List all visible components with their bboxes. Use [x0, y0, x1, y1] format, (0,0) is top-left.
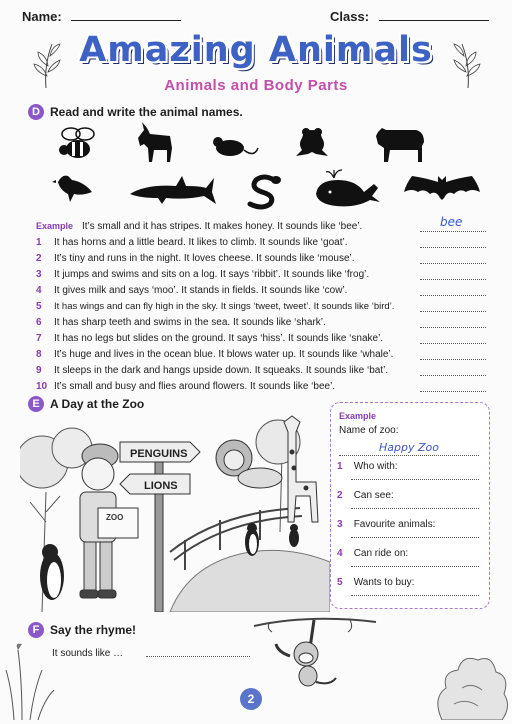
zoo-item-number: 5 — [337, 577, 343, 588]
name-line[interactable] — [71, 20, 181, 21]
section-f-title: Say the rhyme! — [50, 623, 137, 637]
section-f-badge: F — [28, 622, 44, 638]
name-label: Name: — [22, 9, 62, 24]
item-number: 3 — [36, 268, 42, 280]
zoo-map-text: ZOO — [106, 513, 124, 522]
zoo-name-field[interactable] — [339, 441, 479, 456]
answer-line[interactable] — [420, 269, 486, 280]
example-text: It’s small and it has stripes. It makes honey. It sounds like ‘bee’. — [82, 220, 363, 232]
penguin-icon — [289, 524, 299, 547]
item-number: 9 — [36, 364, 42, 376]
section-f-heading — [28, 622, 136, 638]
item-text: It’s small and busy and flies around flowers. It sounds like ‘bee’. — [54, 380, 336, 392]
can-see-field[interactable] — [351, 508, 479, 509]
item-text: It has no legs but slides on the ground. It says ‘hiss’. It sounds like ‘snake’. — [54, 332, 384, 344]
zoo-item-number: 2 — [337, 490, 343, 501]
answer-line[interactable] — [420, 333, 486, 344]
list-item — [36, 250, 486, 266]
answer-line[interactable] — [420, 365, 486, 376]
class-label: Class: — [330, 9, 370, 24]
mouse-icon — [208, 128, 260, 162]
monkey-icon — [250, 612, 380, 688]
wants-to-buy-field[interactable] — [351, 595, 479, 596]
item-number: 5 — [36, 300, 42, 312]
item-number: 1 — [36, 236, 42, 248]
page-title: Amazing Animals — [79, 30, 433, 70]
list-item — [36, 234, 486, 250]
cow-icon — [372, 122, 430, 164]
section-d-heading — [28, 104, 243, 120]
bat-icon — [402, 172, 482, 208]
zoo-item — [337, 490, 394, 501]
item-number: 8 — [36, 348, 42, 360]
zoo-item-number: 4 — [337, 548, 343, 559]
item-text: It has sharp teeth and swims in the sea. It sounds like ‘shark’. — [54, 316, 326, 328]
penguin-icon — [40, 544, 64, 600]
item-number: 7 — [36, 332, 42, 344]
item-text: It’s tiny and runs in the night. It loves cheese. It sounds like ‘mouse’. — [54, 252, 355, 264]
item-text: It’s huge and lives in the ocean blue. It blows water up. It sounds like ‘whale’. — [54, 348, 394, 360]
can-ride-on-field[interactable] — [351, 566, 479, 567]
list-item — [36, 346, 486, 362]
answer-line[interactable] — [420, 349, 486, 360]
example-answer-line[interactable] — [420, 214, 486, 232]
answer-line[interactable] — [420, 317, 486, 328]
list-item — [36, 362, 486, 378]
shark-icon — [126, 174, 216, 208]
example-label: Example — [36, 221, 74, 231]
zoo-item — [337, 577, 414, 588]
zoo-item-label: Wants to buy: — [353, 577, 415, 588]
zoo-illustration — [20, 412, 330, 612]
grass-icon — [4, 640, 64, 720]
example-row — [36, 214, 486, 234]
list-item — [36, 330, 486, 346]
section-e-heading — [28, 396, 144, 412]
zoo-item-label: Who with: — [353, 461, 398, 472]
zoo-item — [337, 519, 435, 530]
zoo-name-answer: Happy Zoo — [379, 441, 439, 454]
section-e-badge: E — [28, 396, 44, 412]
answer-line[interactable] — [420, 237, 486, 248]
list-item — [36, 282, 486, 298]
zoo-item — [337, 548, 408, 559]
penguins-sign: PENGUINS — [130, 448, 188, 460]
item-number: 6 — [36, 316, 42, 328]
answer-line[interactable] — [420, 301, 486, 312]
zoo-item-number: 3 — [337, 519, 343, 530]
zoo-item — [337, 461, 398, 472]
bush-icon — [432, 628, 510, 720]
favourite-animals-field[interactable] — [351, 537, 479, 538]
section-d-instruction: Read and write the animal names. — [50, 105, 243, 119]
goat-icon — [132, 120, 178, 166]
class-field[interactable] — [330, 9, 489, 24]
zoo-item-label: Favourite animals: — [353, 519, 436, 530]
answer-line[interactable] — [420, 285, 486, 296]
zoo-item-number: 1 — [337, 461, 343, 472]
item-text: It jumps and swims and sits on a log. It says ‘ribbit’. It sounds like ‘frog’. — [54, 268, 370, 280]
item-text: It has wings and can fly high in the sky. It sings ‘tweet, tweet’. It sounds like ‘bird’. — [54, 300, 395, 312]
bird-icon — [52, 170, 96, 210]
rhyme-prompt: It sounds like … — [52, 648, 124, 659]
class-line[interactable] — [379, 20, 489, 21]
item-text: It sleeps in the dark and hangs upside down. It squeaks. It sounds like ‘bat’. — [54, 364, 389, 376]
snake-icon — [244, 172, 284, 212]
example-answer: bee — [440, 214, 463, 229]
list-item — [36, 314, 486, 330]
item-text: It has horns and a little beard. It likes to climb. It sounds like ‘goat’. — [54, 236, 348, 248]
name-field[interactable] — [22, 9, 181, 24]
zoo-info-box — [330, 402, 490, 609]
zoo-item-label: Can see: — [353, 490, 394, 501]
item-number: 4 — [36, 284, 42, 296]
item-number: 10 — [36, 380, 48, 392]
whale-icon — [312, 168, 384, 212]
zoo-name-label: Name of zoo: — [339, 425, 399, 436]
zoo-example-label: Example — [339, 411, 377, 421]
rhyme-answer-field[interactable] — [146, 656, 250, 657]
list-item — [36, 378, 486, 394]
section-d-badge: D — [28, 104, 44, 120]
penguin-icon — [245, 523, 259, 556]
list-item — [36, 266, 486, 282]
giraffe-icon — [284, 416, 318, 522]
answer-line[interactable] — [420, 381, 486, 392]
item-text: It gives milk and says ‘moo’. It stands in fields. It sounds like ‘cow’. — [54, 284, 348, 296]
frog-icon — [292, 124, 332, 162]
section-e-title: A Day at the Zoo — [50, 397, 145, 411]
page-subtitle: Animals and Body Parts — [164, 77, 348, 94]
zoo-item-label: Can ride on: — [353, 548, 409, 559]
page-number: 2 — [240, 688, 262, 710]
answer-line[interactable] — [420, 253, 486, 264]
list-item — [36, 298, 486, 314]
bee-icon — [55, 122, 101, 166]
item-number: 2 — [36, 252, 42, 264]
lions-sign: LIONS — [144, 480, 178, 492]
who-with-field[interactable] — [351, 479, 479, 480]
